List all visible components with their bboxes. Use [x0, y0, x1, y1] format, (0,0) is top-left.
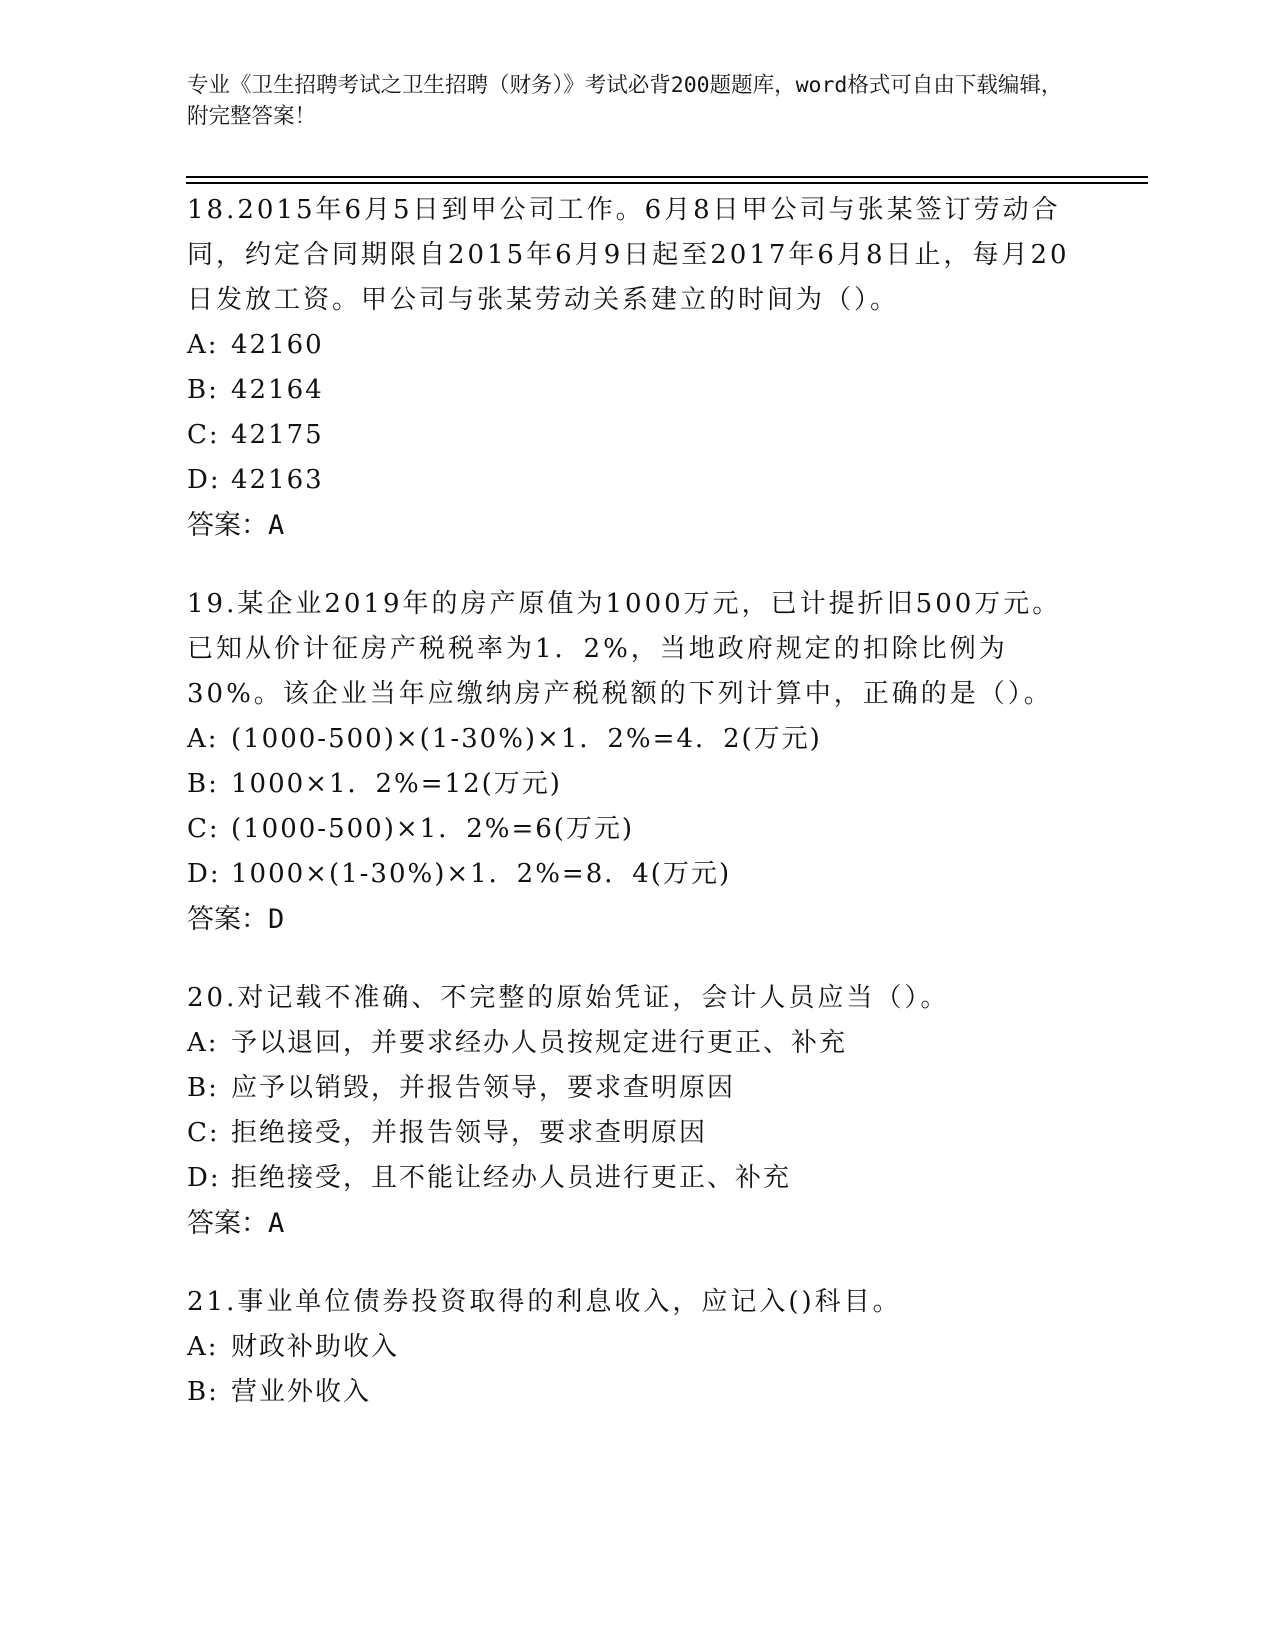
option-a	[187, 323, 1087, 368]
option-letter: B:	[187, 1377, 219, 1407]
option-b	[187, 762, 1087, 807]
option-d	[187, 852, 1087, 897]
question-stem: 19.某企业2019年的房产原值为1000万元，已计提折旧500万元。已知从价计征房产税税率为1．2%，当地政府规定的扣除比例为30%。该企业当年应缴纳房产税税额的下列计算中，正确的是（）。	[187, 589, 1062, 709]
option-b	[187, 368, 1087, 413]
header-text: 专业《卫生招聘考试之卫生招聘（财务）》考试必背200题题库，word格式可自由下载编辑，附完整答案！	[187, 73, 1063, 129]
option-letter: A:	[187, 330, 219, 360]
question-19	[187, 582, 1087, 942]
option-letter: C:	[187, 420, 220, 450]
option-letter: B:	[187, 1073, 219, 1103]
answer-line: 答案：A	[187, 1208, 285, 1239]
question-21	[187, 1280, 1087, 1415]
option-letter: B:	[187, 375, 219, 405]
document-header	[187, 70, 1067, 132]
question-18	[187, 188, 1087, 548]
option-letter: A:	[187, 1332, 219, 1362]
option-letter: C:	[187, 1118, 220, 1148]
question-list	[187, 188, 1087, 1449]
option-d	[187, 1156, 1087, 1201]
option-text: 拒绝接受，且不能让经办人员进行更正、补充	[231, 1163, 792, 1193]
option-letter: A:	[187, 724, 219, 754]
option-text: 42175	[231, 420, 324, 450]
option-text: 予以退回，并要求经办人员按规定进行更正、补充	[231, 1028, 848, 1058]
question-stem: 20.对记载不准确、不完整的原始凭证，会计人员应当（）。	[187, 983, 950, 1013]
question-stem: 18.2015年6月5日到甲公司工作。6月8日甲公司与张某签订劳动合同，约定合同期限自2015年6月9日起至2017年6月8日止，每月20日发放工资。甲公司与张某劳动关系建立的时间为（）。	[187, 195, 1070, 315]
option-letter: D:	[187, 465, 221, 495]
option-a	[187, 717, 1087, 762]
option-text: 42164	[231, 375, 324, 405]
answer-line: 答案：A	[187, 510, 285, 541]
option-text: 1000×(1-30%)×1．2%=8．4(万元)	[231, 859, 732, 889]
option-text: 营业外收入	[231, 1377, 372, 1407]
option-c	[187, 807, 1087, 852]
option-letter: C:	[187, 814, 220, 844]
option-b	[187, 1370, 1087, 1415]
option-text: 拒绝接受，并报告领导，要求查明原因	[231, 1118, 708, 1148]
option-text: 财政补助收入	[231, 1332, 400, 1362]
option-letter: D:	[187, 1163, 221, 1193]
option-a	[187, 1021, 1087, 1066]
option-a	[187, 1325, 1087, 1370]
option-text: 1000×1．2%=12(万元)	[231, 769, 562, 799]
option-text: 应予以销毁，并报告领导，要求查明原因	[231, 1073, 736, 1103]
option-text: (1000-500)×1．2%=6(万元)	[231, 814, 635, 844]
question-20	[187, 976, 1087, 1246]
option-c	[187, 413, 1087, 458]
option-text: 42163	[231, 465, 324, 495]
option-letter: D:	[187, 859, 221, 889]
answer-line: 答案：D	[187, 904, 285, 935]
option-text: (1000-500)×(1-30%)×1．2%=4．2(万元)	[231, 724, 822, 754]
header-rule-bottom	[186, 182, 1148, 184]
question-stem: 21.事业单位债券投资取得的利息收入，应记入()科目。	[187, 1287, 902, 1317]
header-rule-top	[186, 176, 1148, 178]
option-d	[187, 458, 1087, 503]
option-text: 42160	[231, 330, 324, 360]
option-c	[187, 1111, 1087, 1156]
option-letter: B:	[187, 769, 219, 799]
option-letter: A:	[187, 1028, 219, 1058]
option-b	[187, 1066, 1087, 1111]
